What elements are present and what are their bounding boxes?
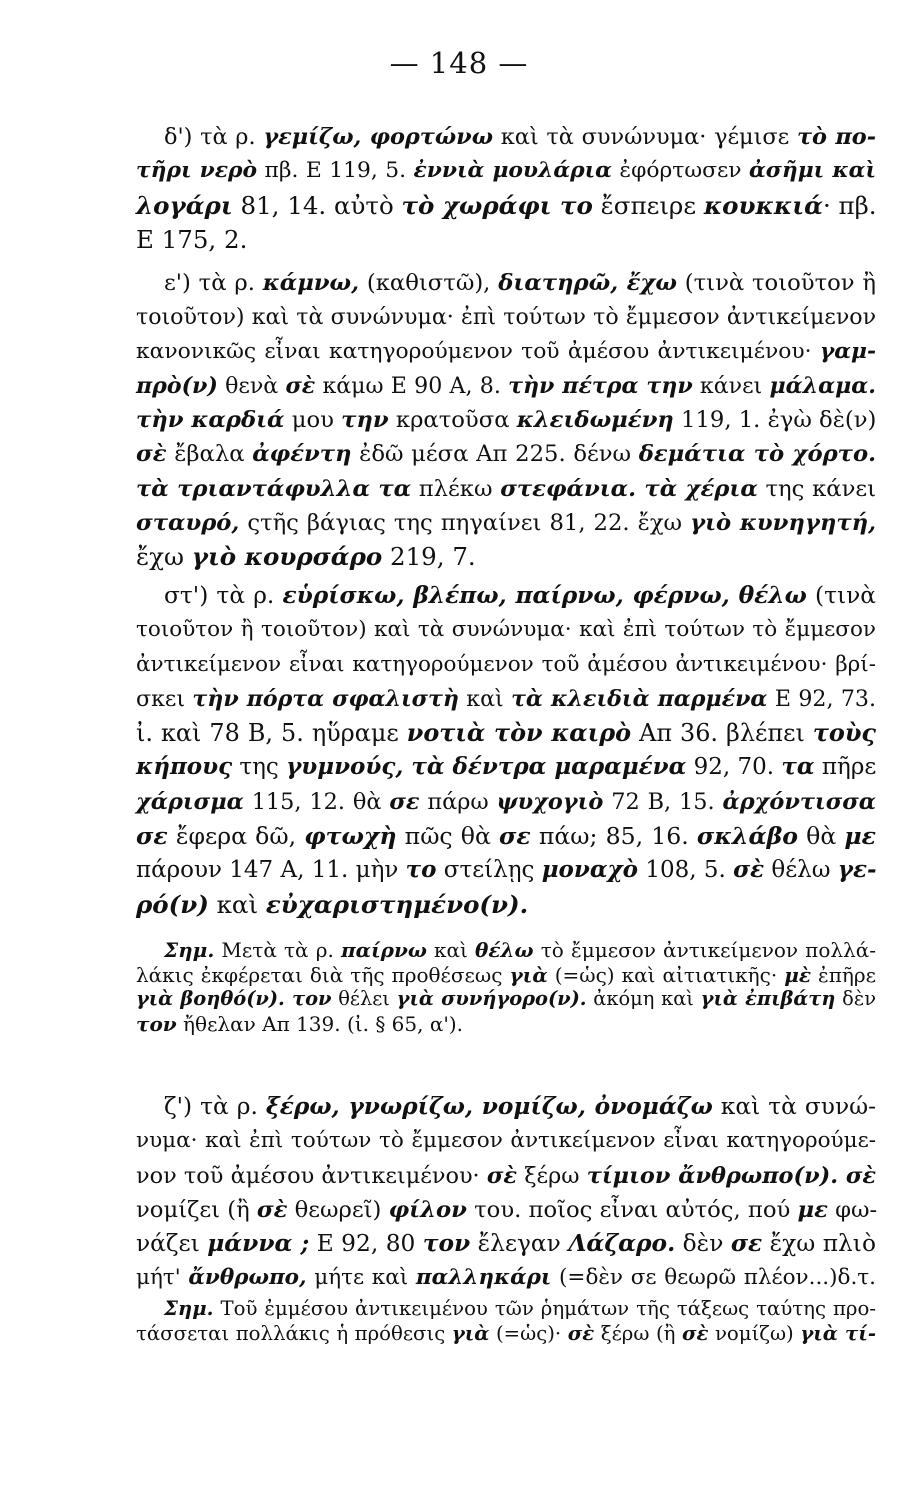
bold-italic-text: γιὸ κυνηγητή,	[690, 510, 876, 537]
text-run: 219, 7.	[382, 542, 476, 572]
bold-italic-text: ξέρω, γνωρίζω, νομίζω, ὀνομάζω	[265, 1093, 713, 1120]
text-line	[136, 120, 876, 154]
bold-italic-text: ἀσῆμι καὶ	[749, 158, 876, 184]
section-zeta	[136, 1090, 876, 1296]
text-line	[136, 963, 876, 988]
text-run: ἔχω πλιὸ	[762, 1230, 876, 1258]
page-number: — 148 —	[389, 46, 529, 80]
section-stigma	[136, 579, 876, 922]
text-run: μου	[284, 407, 342, 434]
bold-italic-text: στεφάνια. τὰ χέρια	[500, 475, 758, 502]
text-run: φω-	[827, 1196, 878, 1223]
text-run: ξέρω	[517, 1162, 587, 1189]
section-stigma-note	[136, 938, 876, 1036]
text-line	[136, 785, 876, 819]
text-run: νον τοῦ ἀμέσου ἀντικειμένου·	[136, 1162, 487, 1189]
bold-italic-text: σὲ	[733, 856, 765, 884]
text-run: καὶ τὰ συνώνυμα· γέμισε	[493, 124, 797, 150]
text-run: ἀντικείμενον εἶναι κατηγορούμενον τοῦ ἀμέσου ἀντικειμένου· βρί-	[136, 651, 876, 677]
text-run: 72 Β, 15.	[603, 788, 723, 815]
text-run: νομίζω)	[708, 1321, 801, 1345]
text-run: πῶς θὰ	[396, 822, 499, 851]
bold-italic-text: σε	[136, 822, 168, 851]
bold-italic-text: γε-	[837, 856, 877, 884]
bold-italic-text: ἀφέντη	[252, 441, 352, 468]
text-run: 92, 70.	[686, 754, 782, 781]
bold-italic-text: ρό(ν)	[136, 889, 209, 919]
text-run: ἔφερα δῶ,	[167, 822, 305, 851]
text-line	[136, 682, 876, 716]
text-line	[136, 437, 876, 471]
text-run: θὰ	[798, 822, 845, 851]
text-run: θενὰ	[217, 372, 286, 399]
text-run: 108, 5.	[638, 857, 734, 884]
bold-italic-text: πρὸ(ν)	[136, 372, 218, 399]
bold-italic-text: ἄνθρωπο,	[188, 1265, 307, 1291]
bold-italic-text: κουκκιά	[703, 190, 823, 220]
bold-italic-text: γιὰ τί-	[800, 1321, 876, 1345]
text-line	[136, 888, 876, 922]
text-line	[136, 648, 876, 682]
bold-italic-text: ψυχογιὸ	[496, 788, 604, 815]
text-run: ἰ. καὶ 78 Β, 5. ηὕραμε	[136, 719, 407, 748]
text-run: μήτε καὶ	[306, 1265, 416, 1291]
text-line	[136, 335, 876, 369]
text-line	[136, 189, 876, 223]
bold-italic-text: μάλαμα.	[769, 372, 876, 399]
text-run: καὶ	[426, 938, 476, 962]
bold-italic-text: γιὰ βοηθό(ν). τον	[136, 987, 332, 1010]
text-line	[136, 579, 876, 613]
text-run: νομίζει (ἢ	[136, 1196, 257, 1223]
bold-italic-text: σκλάβο	[696, 822, 799, 851]
text-run: της κάνει	[757, 475, 877, 502]
text-run: κανονικῶς εἶναι κατηγορούμενον τοῦ ἀμέσου ἀντικειμένου·	[136, 338, 820, 364]
text-run: θέλω	[764, 857, 838, 884]
text-line	[136, 1012, 876, 1037]
text-run: τὸ ἔμμεσον ἀντικείμενον πολλά-	[533, 938, 876, 962]
text-run: κάνει	[692, 372, 770, 399]
bold-italic-text: σὲ	[256, 1196, 288, 1223]
bold-italic-text: γαμ-	[819, 338, 876, 364]
text-run: θέλει	[331, 987, 397, 1010]
bold-italic-text: διατηρῶ, ἔχω	[498, 270, 677, 296]
text-run: ἤθελαν Απ 139. (ἰ. § 65, α').	[176, 1011, 464, 1036]
bold-italic-text: τὸ χωράφι το	[401, 190, 593, 220]
text-run: ε') τὰ ρ.	[164, 270, 263, 296]
bold-italic-text: σταυρό,	[136, 510, 240, 537]
text-run: πάρω	[419, 788, 497, 815]
text-line	[136, 1193, 876, 1227]
text-run: λάκις ἐκφέρεται διὰ τῆς προθέσεως	[136, 962, 510, 987]
text-run: τοιοῦτον) καὶ τὰ συνώνυμα· ἐπὶ τούτων τὸ ἔμμεσον ἀντικείμενον	[136, 304, 876, 331]
text-line	[136, 1124, 876, 1158]
text-run: ἐδῶ μέσα Απ 225. δένω	[351, 441, 639, 468]
text-line	[136, 1322, 876, 1347]
text-line	[136, 369, 876, 403]
text-run: πῆρε	[814, 754, 877, 781]
text-run: πάρουν 147 Α, 11. μὴν	[136, 857, 406, 884]
bold-italic-text: τίμιον ἄνθρωπο(ν). σὲ	[586, 1162, 877, 1189]
text-run: στείλῃς	[436, 857, 542, 884]
bold-italic-text: σὲ	[681, 1321, 709, 1345]
text-run: τοιοῦτον ἢ τοιοῦτον) καὶ τὰ συνώνυμα· καὶ ἐπὶ τούτων τὸ ἔμμεσον	[136, 617, 876, 643]
bold-italic-text: τὴν καρδιά	[136, 407, 285, 434]
bold-italic-text: σὲ	[567, 1321, 595, 1345]
bold-italic-text: λογάρι	[136, 190, 233, 220]
bold-italic-text: σε	[389, 788, 420, 815]
text-run: σκει	[136, 685, 193, 712]
text-line	[136, 506, 876, 540]
bold-italic-text: εὐχαριστημένο(ν).	[265, 889, 529, 919]
bold-italic-text: Σημ.	[164, 1297, 214, 1320]
text-run: ἐφόρτωσεν	[611, 158, 750, 184]
text-run: δὲν	[675, 1230, 731, 1258]
bold-italic-text: κλειδωμένη	[516, 407, 674, 434]
text-line	[136, 750, 876, 784]
bold-italic-text: χάρισμα	[136, 788, 244, 815]
bold-italic-text: σε	[499, 822, 531, 851]
text-run: Ε 175, 2.	[136, 224, 248, 254]
bold-italic-text: γιὰ συνήγορο(ν).	[396, 987, 587, 1010]
bold-italic-text: παλληκάρι	[415, 1265, 552, 1291]
bold-italic-text: κάμνω,	[262, 270, 360, 296]
text-run: (τινὰ τοιοῦτον ἢ	[676, 270, 876, 296]
text-run: νάζει	[136, 1230, 208, 1258]
bold-italic-text: σὲ	[486, 1162, 518, 1189]
text-run: 115, 12. θὰ	[243, 788, 390, 815]
bold-italic-text: μάννα ;	[207, 1230, 310, 1258]
text-run: 119, 1. ἐγὼ δὲ(ν)	[673, 407, 877, 434]
bold-italic-text: γιὸ κουρσάρο	[191, 542, 383, 572]
text-run: ἔλεγαν	[470, 1230, 569, 1258]
bold-italic-text: γιὰ ἐπιβάτη	[700, 987, 836, 1010]
text-run: (=δὲν σε θεωρῶ πλέον...)δ.τ.	[551, 1265, 877, 1291]
text-run: Ε 92, 80	[309, 1230, 423, 1258]
text-line	[136, 300, 876, 334]
text-run: καὶ τὰ συνώ-	[712, 1093, 876, 1120]
text-run: ἔβαλα	[166, 441, 253, 468]
text-line	[136, 472, 876, 506]
text-run: ξέρω (ἢ	[594, 1321, 682, 1345]
text-line	[136, 1159, 876, 1193]
section-zeta-note	[136, 1297, 876, 1346]
bold-italic-text: γιὰ	[509, 962, 548, 987]
text-line	[136, 154, 876, 188]
bold-italic-text: γιὰ	[451, 1321, 490, 1345]
section-delta	[136, 120, 876, 257]
bold-italic-text: μοναχὸ	[541, 856, 639, 884]
text-run: θεωρεῖ)	[287, 1196, 389, 1223]
section-epsilon	[136, 266, 876, 575]
text-line	[136, 540, 876, 574]
text-line	[136, 853, 876, 887]
bold-italic-text: εὑρίσκω, βλέπω, παίρνω, φέρνω, θέλω	[282, 582, 807, 609]
text-line	[136, 1227, 876, 1261]
text-line	[136, 1261, 876, 1295]
bold-italic-text: τῆρι νερὸ	[136, 158, 258, 184]
bold-italic-text: σὲ	[136, 441, 167, 468]
bold-italic-text: Σημ.	[164, 938, 215, 962]
bold-italic-text: ἀρχόντισσα	[722, 788, 876, 815]
bold-italic-text: τὰ κλειδιὰ παρμένα	[511, 685, 768, 712]
text-line	[136, 1297, 876, 1322]
text-line	[136, 403, 876, 437]
bold-italic-text: με	[797, 1196, 828, 1223]
text-run: ἐπῆρε	[811, 962, 876, 987]
text-line	[136, 819, 876, 853]
text-run: της	[232, 754, 287, 781]
text-run: καὶ	[458, 685, 512, 712]
text-run: πλέκω	[411, 475, 501, 502]
text-run: δ') τὰ ρ.	[164, 124, 264, 150]
text-run: (=ὡς)·	[489, 1321, 568, 1345]
bold-italic-text: σὲ	[285, 372, 316, 399]
bold-italic-text: μὲ	[784, 962, 811, 987]
bold-italic-text: με	[844, 822, 877, 851]
text-run: · πβ.	[822, 190, 877, 220]
text-run: στ') τὰ ρ.	[164, 582, 283, 609]
text-run: πάω; 85, 16.	[530, 822, 697, 851]
text-run: ἀκόμη καὶ	[586, 987, 701, 1010]
text-run: καὶ	[208, 889, 266, 919]
bold-italic-text: τὴν πόρτα σφαλιστὴ	[192, 685, 459, 712]
text-run: (=ὡς) καὶ αἰτιατικῆς·	[547, 962, 785, 987]
bold-italic-text: φίλον	[388, 1196, 467, 1223]
text-run: ςτῆς βάγιας της πηγαίνει 81, 22. ἔχω	[239, 510, 691, 537]
bold-italic-text: παίρνω	[340, 938, 427, 962]
text-run: πβ. Ε 119, 5.	[257, 158, 414, 184]
bold-italic-text: Λάζαρο.	[568, 1230, 676, 1258]
bold-italic-text: φτωχὴ	[304, 822, 397, 851]
text-run: νυμα· καὶ ἐπὶ τούτων τὸ ἔμμεσον ἀντικείμενον εἶναι κατηγορούμε-	[136, 1128, 876, 1154]
text-run: Μετὰ τὰ ρ.	[214, 938, 341, 962]
bold-italic-text: το	[405, 856, 437, 884]
text-run: ἔσπειρε	[592, 190, 704, 220]
bold-italic-text: τον	[136, 1011, 177, 1036]
text-run: Τοῦ ἐμμέσου ἀντικειμένου τῶν ῥημάτων τῆς τάξεως ταύτης προ-	[213, 1297, 876, 1320]
text-run: Ε 92, 73.	[767, 685, 876, 712]
text-run: κάμω Ε 90 Α, 8.	[315, 372, 509, 399]
text-line	[136, 613, 876, 647]
text-run: τάσσεται πολλάκις ἡ πρόθεσις	[136, 1321, 452, 1345]
bold-italic-text: τον	[422, 1230, 471, 1258]
text-run: μήτ'	[136, 1265, 189, 1291]
text-run: Απ 36. βλέπει	[631, 719, 813, 748]
text-line	[136, 1090, 876, 1124]
bold-italic-text: κήπους	[136, 753, 233, 781]
bold-italic-text: σε	[730, 1230, 763, 1258]
text-line	[136, 938, 876, 963]
text-run: (τινὰ	[806, 582, 876, 609]
text-line	[136, 223, 876, 257]
text-run: του. ποῖος εἶναι αὐτός, πού	[466, 1196, 798, 1223]
bold-italic-text: ἐννιὰ μουλάρια	[413, 158, 612, 184]
text-run: 81, 14. αὐτὸ	[232, 190, 402, 220]
text-run: κρατοῦσα	[388, 407, 517, 434]
bold-italic-text: τοὺς	[812, 719, 876, 748]
bold-italic-text: τα	[781, 753, 815, 781]
text-line	[136, 716, 876, 750]
bold-italic-text: γεμίζω, φορτώνω	[263, 124, 494, 150]
text-run: (καθιστῶ),	[359, 270, 499, 296]
bold-italic-text: την	[341, 407, 389, 434]
text-run: δὲν	[835, 987, 877, 1010]
bold-italic-text: δεμάτια τὸ χόρτο.	[638, 441, 876, 468]
text-line	[136, 266, 876, 300]
bold-italic-text: τὰ τριαντάφυλλα τα	[136, 475, 412, 502]
bold-italic-text: τὴν πέτρα την	[508, 372, 693, 399]
text-line	[136, 987, 876, 1012]
text-run: ἔχω	[136, 542, 192, 572]
bold-italic-text: τὸ πο-	[796, 124, 876, 150]
bold-italic-text: γυμνούς, τὰ δέντρα μαραμένα	[286, 753, 687, 781]
bold-italic-text: θέλω	[475, 938, 534, 962]
text-run: ζ') τὰ ρ.	[164, 1093, 266, 1120]
bold-italic-text: νοτιὰ τὸν καιρὸ	[406, 719, 632, 748]
